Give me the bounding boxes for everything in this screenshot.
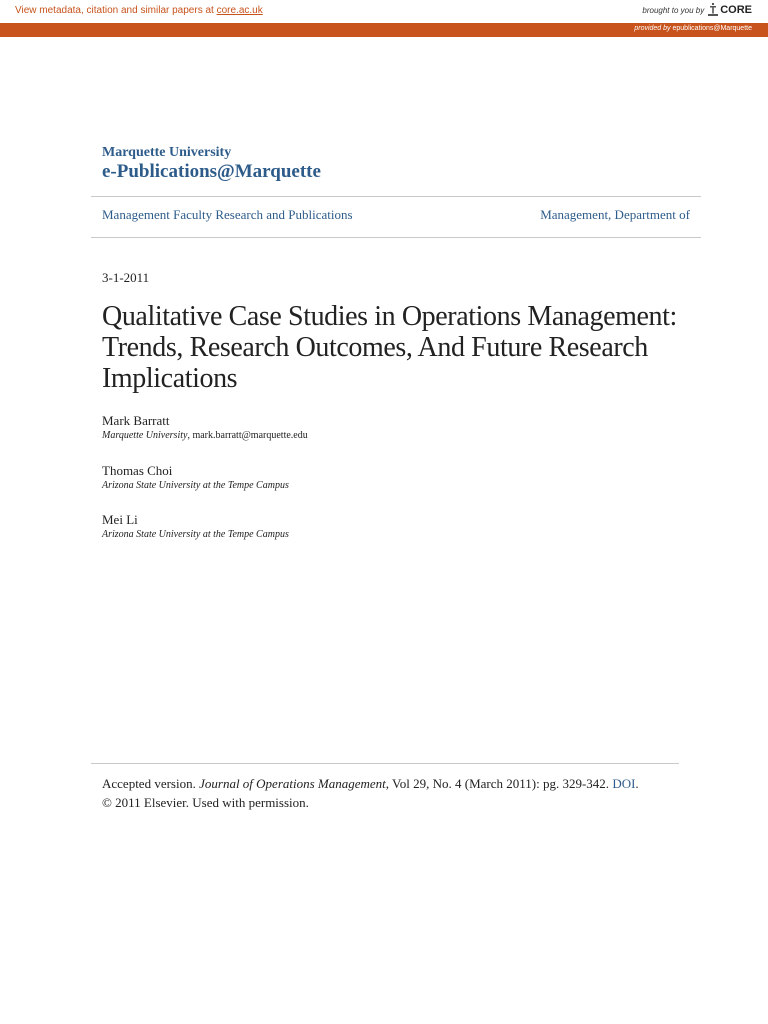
provided-by-label: provided by: [634, 25, 671, 32]
author-affiliation: [102, 528, 289, 542]
author-name: Thomas Choi: [102, 463, 173, 478]
series-link[interactable]: Management Faculty Research and Publications: [102, 207, 353, 222]
citation-prefix: Accepted version.: [102, 776, 200, 791]
institution-name[interactable]: Marquette University: [102, 145, 232, 160]
core-provider-bar: [0, 23, 768, 37]
doi-link[interactable]: DOI: [612, 776, 636, 791]
core-cell-icon: [708, 3, 718, 17]
divider-bottom: [91, 237, 701, 238]
affiliation-name: Arizona State University at the Tempe Campus: [102, 529, 289, 540]
affiliation-name: Arizona State University at the Tempe Campus: [102, 480, 289, 491]
affiliation-name: Marquette University: [102, 430, 188, 441]
department-link[interactable]: Management, Department of: [540, 207, 690, 222]
provider-source[interactable]: epublications@Marquette: [672, 25, 752, 32]
core-link[interactable]: core.ac.uk: [216, 5, 263, 16]
author-name: Mark Barratt: [102, 413, 170, 428]
paper-title: Qualitative Case Studies in Operations Management: Trends, Research Outcomes, And Future Research Implications: [102, 301, 677, 394]
core-metadata-notice: [15, 5, 263, 16]
author-email: , mark.barratt@marquette.edu: [187, 430, 308, 441]
citation-details: , Vol 29, No. 4 (March 2011): pg. 329-342.: [385, 776, 613, 791]
core-branding[interactable]: [642, 3, 752, 17]
citation-block: [102, 774, 702, 812]
copyright-notice: © 2011 Elsevier. Used with permission.: [102, 795, 309, 810]
author-entry: [102, 412, 308, 443]
brought-by-text: brought to you by: [642, 5, 705, 15]
author-affiliation: [102, 429, 308, 443]
core-banner: [0, 0, 768, 23]
divider-top: [91, 196, 701, 197]
publication-date: 3-1-2011: [102, 270, 150, 285]
journal-name: Journal of Operations Management: [199, 776, 386, 791]
divider-citation: [91, 763, 679, 764]
repository-name[interactable]: e-Publications@Marquette: [102, 161, 321, 182]
author-entry: [102, 462, 289, 493]
citation-period: .: [635, 776, 639, 791]
author-entry: [102, 511, 289, 542]
author-name: Mei Li: [102, 512, 138, 527]
author-affiliation: [102, 479, 289, 493]
core-metadata-text: View metadata, citation and similar papers at: [15, 5, 217, 16]
provider-notice: [634, 25, 752, 32]
core-logo: CORE: [720, 4, 752, 16]
